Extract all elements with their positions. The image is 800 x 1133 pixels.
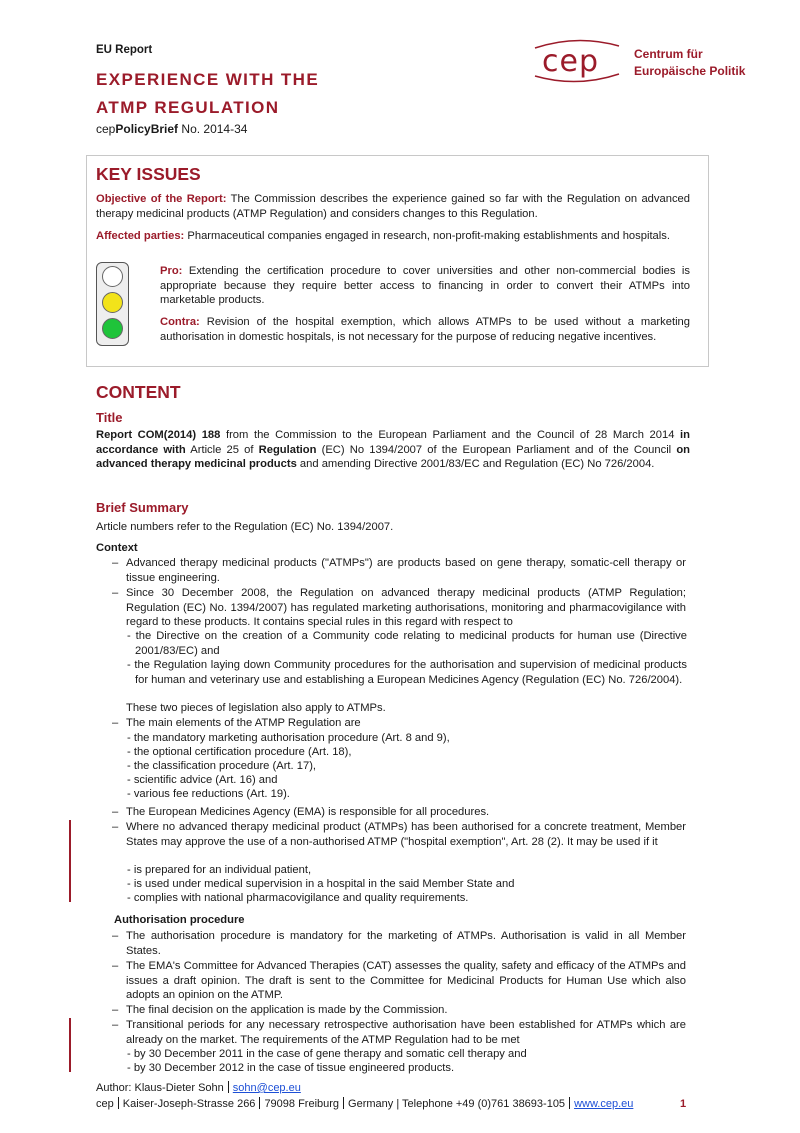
traffic-light-yellow-icon — [102, 292, 123, 313]
sub-list-item: - the Directive on the creation of a Community code relating to medicinal products for human use (Directive 2001/83/EC) and — [127, 630, 687, 657]
footer-city: 79098 Freiburg — [264, 1098, 340, 1110]
list-item — [112, 1003, 686, 1018]
title-line-2: ATMP REGULATION — [96, 98, 280, 117]
dash-marker: – — [112, 960, 119, 972]
traffic-light-icon — [96, 262, 129, 346]
sub-list-item: - is prepared for an individual patient, — [127, 864, 312, 876]
traffic-light-green-icon — [102, 318, 123, 339]
sub-list-item: - the Regulation laying down Community procedures for the authorisation and supervision of medicinal products for human and veterinary use and establishing a European Medicines Agency (Regulation (EC) No. 726/2004). — [127, 659, 687, 686]
dash-marker: – — [112, 1019, 119, 1031]
sub-list-item: - by 30 December 2011 in the case of gene therapy and somatic cell therapy and — [127, 1048, 527, 1060]
sub-list-item: - by 30 December 2012 in the case of tissue engineered products. — [127, 1062, 455, 1074]
list-item-text: The authorisation procedure is mandatory for the marketing of ATMPs. Authorisation is valid in all Member States. — [126, 930, 686, 957]
list-item — [112, 556, 686, 585]
title-bold-4: on advanced therapy medicinal products — [96, 443, 691, 471]
list-item-text: Where no advanced therapy medicinal product (ATMPs) has been authorised for a concrete treatment, Member States may approve the use of a non-authorised ATMP ("hospital exemption", Art. 28 (2). It may be used if it — [126, 821, 686, 848]
sub-list-item: - complies with national pharmacovigilance and quality requirements. — [127, 892, 469, 904]
list-item-text: The main elements of the ATMP Regulation are — [126, 717, 361, 729]
dash-marker: – — [112, 1004, 119, 1016]
brief-summary-subheading: Brief Summary — [96, 500, 189, 515]
brief-number: No. 2014-34 — [178, 122, 248, 136]
list-item — [112, 716, 686, 731]
footer-phone: Germany | Telephone +49 (0)761 38693-105 — [348, 1098, 566, 1110]
cep-logo-mark: cep — [542, 44, 599, 79]
footer-street: Kaiser-Joseph-Strasse 266 — [122, 1098, 256, 1110]
context-heading: Context — [96, 542, 138, 554]
brief-bold: PolicyBrief — [115, 122, 179, 136]
title-paragraph — [96, 428, 690, 472]
contra-paragraph — [160, 315, 690, 344]
traffic-light-red-off-icon — [102, 266, 123, 287]
title-bold-3: Regulation — [258, 443, 317, 456]
separator — [259, 1097, 260, 1109]
list-item — [112, 820, 686, 849]
dash-marker: – — [112, 717, 119, 729]
summary-note: Article numbers refer to the Regulation (EC) No. 1394/2007. — [96, 521, 394, 533]
org-line-1: Centrum für — [634, 47, 703, 61]
footer-org: cep — [96, 1098, 114, 1110]
objective-paragraph — [96, 192, 690, 221]
list-item-text: Since 30 December 2008, the Regulation on advanced therapy medicinal products (ATMP Regulation; Regulation (EC) No. 1394/2007) has regulated marketing authorisations, monitoring and pharmacovigilance with regard to these products. It contains special rules in this regard with respect to — [126, 587, 686, 629]
change-bar — [69, 820, 71, 902]
title-line-1: EXPERIENCE WITH THE — [96, 70, 320, 89]
brief-prefix: cep — [96, 122, 116, 136]
sub-list-item: - is used under medical supervision in a hospital in the said Member State and — [127, 878, 515, 890]
context-note: These two pieces of legislation also apply to ATMPs. — [126, 702, 386, 714]
list-item — [112, 1018, 686, 1047]
report-ref: Report COM(2014) 188 — [96, 429, 221, 441]
dash-marker: – — [112, 587, 119, 599]
separator — [228, 1081, 229, 1093]
footer-address — [96, 1097, 633, 1111]
title-subheading: Title — [96, 410, 123, 425]
contra-text: Revision of the hospital exemption, which allows ATMPs to be used without a marketing authorisation in domestic hospitals, is not necessary for the purpose of reducing negative incentives. — [160, 316, 690, 343]
list-item-text: Transitional periods for any necessary retrospective authorisation have been established for ATMPs which are already on the market. The requirements of the ATMP Regulation had to be met — [126, 1019, 686, 1046]
sub-list-item: - scientific advice (Art. 16) and — [127, 774, 278, 786]
dash-marker: – — [112, 821, 119, 833]
objective-label: Objective of the Report: — [96, 193, 227, 205]
separator — [343, 1097, 344, 1109]
list-item — [112, 586, 686, 630]
contra-label: Contra: — [160, 316, 200, 328]
pro-label: Pro: — [160, 265, 183, 277]
footer-author — [96, 1081, 301, 1095]
list-item — [112, 929, 686, 958]
change-bar — [69, 1018, 71, 1072]
sub-list-item: - the mandatory marketing authorisation procedure (Art. 8 and 9), — [127, 732, 450, 744]
dash-marker: – — [112, 557, 119, 569]
document-type: EU Report — [96, 44, 153, 56]
sub-list-item: - the optional certification procedure (Art. 18), — [127, 746, 352, 758]
separator — [118, 1097, 119, 1109]
affected-parties-paragraph — [96, 229, 690, 244]
affected-label: Affected parties: — [96, 230, 185, 242]
list-item — [112, 805, 686, 820]
title-text-2: Article 25 of — [185, 443, 259, 456]
author-email-link[interactable]: sohn@cep.eu — [232, 1082, 301, 1094]
list-item-text: The EMA's Committee for Advanced Therapies (CAT) assesses the quality, safety and efficacy of the ATMPs and issues a draft opinion. The draft is sent to the Committee for Medicinal Products for Human Use which also adopts an opinion on the ATMP. — [126, 960, 686, 1002]
pro-paragraph — [160, 264, 690, 308]
list-item-text: The final decision on the application is made by the Commission. — [126, 1004, 448, 1016]
org-line-2: Europäische Politik — [634, 64, 746, 78]
policy-brief-number — [96, 122, 247, 138]
separator — [569, 1097, 570, 1109]
dash-marker: – — [112, 806, 119, 818]
dash-marker: – — [112, 930, 119, 942]
authorisation-heading: Authorisation procedure — [114, 914, 245, 926]
list-item — [112, 959, 686, 1003]
content-heading: CONTENT — [96, 382, 181, 402]
page-number: 1 — [680, 1098, 687, 1110]
title-text-3: (EC) No 1394/2007 of the European Parliament and of the Council — [316, 443, 677, 456]
key-issues-heading: KEY ISSUES — [96, 164, 201, 184]
author-name: Author: Klaus-Dieter Sohn — [96, 1082, 224, 1094]
objective-text: The Commission describes the experience gained so far with the Regulation on advanced therapy medicinal products (ATMP Regulation) and considers changes to this Regulation. — [96, 193, 690, 220]
pro-text: Extending the certification procedure to cover universities and other non-commercial bodies is appropriate because they require better access to financing in order to convert their ATMPs into marketable products. — [160, 265, 690, 307]
website-link[interactable]: www.cep.eu — [574, 1098, 634, 1110]
document-title — [96, 66, 319, 122]
affected-text: Pharmaceutical companies engaged in research, non-profit-making establishments and hospitals. — [184, 230, 670, 242]
title-text-4: and amending Directive 2001/83/EC and Regulation (EC) No 726/2004. — [296, 458, 655, 471]
organisation-name — [634, 46, 745, 80]
sub-list-item: - various fee reductions (Art. 19). — [127, 788, 290, 800]
sub-list-item: - the classification procedure (Art. 17), — [127, 760, 317, 772]
title-text-1: from the Commission to the European Parliament and the Council of 28 March 2014 — [220, 429, 681, 441]
title-bold-2: in accordance with — [96, 429, 690, 456]
list-item-text: The European Medicines Agency (EMA) is responsible for all procedures. — [126, 806, 490, 818]
list-item-text: Advanced therapy medicinal products ("ATMPs") are products based on gene therapy, somatic-cell therapy or tissue engineering. — [126, 557, 686, 584]
